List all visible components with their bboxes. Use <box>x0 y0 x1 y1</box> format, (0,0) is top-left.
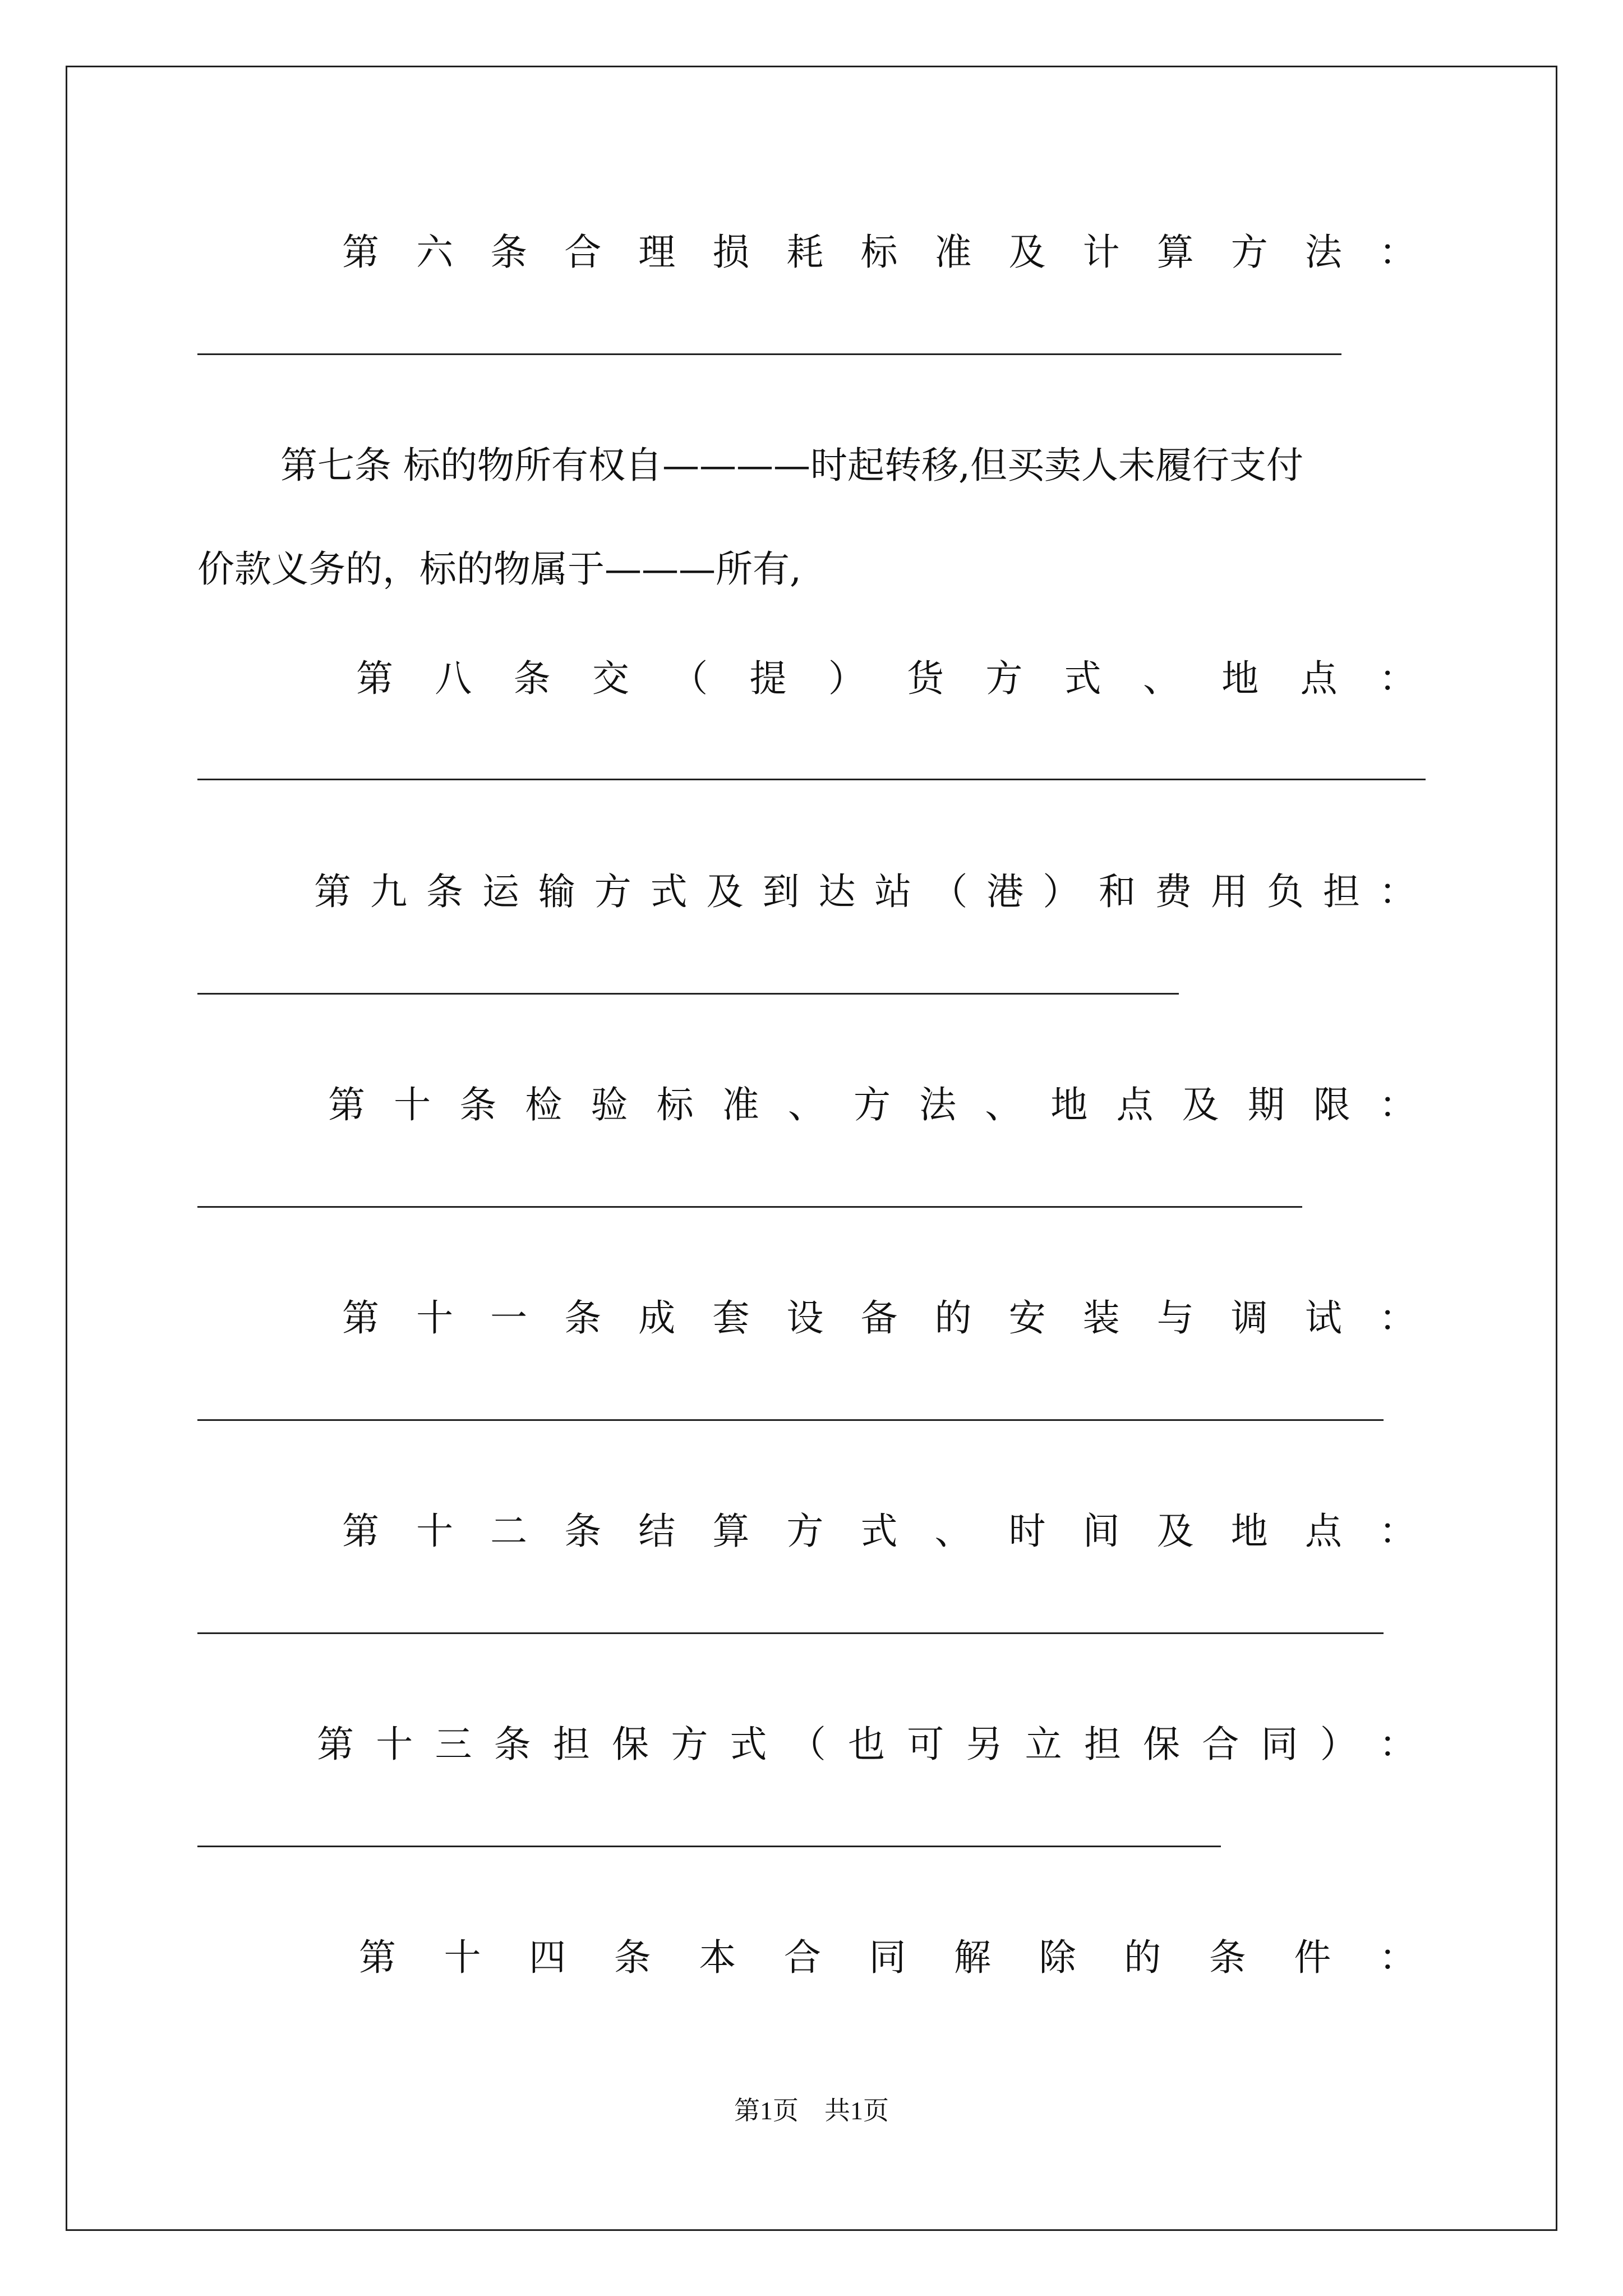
heading-glyph: 十 <box>444 1936 481 1979</box>
heading-glyph: ） <box>1043 870 1080 913</box>
heading-glyph: 合 <box>1202 1723 1239 1766</box>
heading-glyph: 式 <box>1064 657 1101 700</box>
heading-glyph: 方 <box>786 1510 824 1553</box>
heading-glyph: 、 <box>1142 657 1180 700</box>
heading-glyph: 到 <box>762 870 800 913</box>
heading-glyph: 计 <box>1082 231 1120 274</box>
heading-glyph: 方 <box>671 1723 708 1766</box>
heading-glyph: 、 <box>934 1510 972 1553</box>
heading-glyph: 条 <box>564 1510 602 1553</box>
heading-glyph: 达 <box>818 870 856 913</box>
heading-glyph: 标 <box>860 231 898 274</box>
heading-glyph: 、 <box>787 1083 825 1126</box>
heading-glyph: 条 <box>1209 1936 1246 1979</box>
heading-glyph: 运 <box>482 870 519 913</box>
heading-glyph: 算 <box>712 1510 750 1553</box>
heading-glyph: 条 <box>494 1723 531 1766</box>
heading-glyph: 条 <box>564 1296 602 1340</box>
heading-glyph: 的 <box>934 1296 972 1340</box>
heading-glyph: 负 <box>1266 870 1304 913</box>
article-9-heading <box>314 869 1416 914</box>
heading-glyph: 安 <box>1008 1296 1046 1340</box>
heading-glyph: 八 <box>435 657 472 700</box>
heading-glyph: 式 <box>650 870 688 913</box>
heading-glyph: 、 <box>985 1083 1022 1126</box>
heading-glyph: 解 <box>954 1936 992 1979</box>
heading-glyph: （ <box>789 1723 826 1766</box>
heading-glyph: 准 <box>934 231 972 274</box>
article-10-blank-line <box>197 1206 1302 1208</box>
heading-glyph: 担 <box>1322 870 1360 913</box>
heading-glyph: ） <box>1320 1723 1357 1766</box>
article-11-blank-line <box>197 1419 1384 1421</box>
heading-glyph: ： <box>1378 1723 1416 1766</box>
heading-glyph: 除 <box>1039 1936 1076 1979</box>
heading-glyph: 式 <box>860 1510 898 1553</box>
heading-glyph: 件 <box>1294 1936 1331 1979</box>
article-11-heading <box>342 1296 1416 1341</box>
heading-glyph: 的 <box>1124 1936 1161 1979</box>
heading-glyph: ： <box>1378 1510 1416 1553</box>
article-6-blank-line <box>197 353 1341 355</box>
heading-glyph: 方 <box>1230 231 1268 274</box>
heading-glyph: 第 <box>314 870 351 913</box>
heading-glyph: ： <box>1378 870 1416 913</box>
heading-glyph: 同 <box>1261 1723 1298 1766</box>
heading-glyph: 式 <box>730 1723 767 1766</box>
heading-glyph: 费 <box>1155 870 1192 913</box>
heading-glyph: 十 <box>376 1723 413 1766</box>
heading-glyph: 二 <box>490 1510 528 1553</box>
heading-glyph: 法 <box>919 1083 957 1126</box>
heading-glyph: 条 <box>513 657 551 700</box>
article-14-heading <box>359 1935 1416 1980</box>
heading-glyph: 与 <box>1156 1296 1194 1340</box>
heading-glyph: 同 <box>869 1936 906 1979</box>
heading-glyph: 港 <box>986 870 1024 913</box>
article-12-blank-line <box>197 1632 1384 1634</box>
heading-glyph: 限 <box>1313 1083 1350 1126</box>
heading-glyph: 一 <box>490 1296 528 1340</box>
heading-glyph: 点 <box>1116 1083 1154 1126</box>
heading-glyph: 交 <box>592 657 629 700</box>
heading-glyph: 九 <box>370 870 407 913</box>
heading-glyph: 及 <box>1156 1510 1194 1553</box>
heading-glyph: 第 <box>328 1083 365 1126</box>
article-8-heading <box>356 656 1416 701</box>
heading-glyph: 损 <box>712 231 750 274</box>
heading-glyph: 备 <box>860 1296 898 1340</box>
article-12-heading <box>342 1509 1416 1554</box>
heading-glyph: 条 <box>490 231 528 274</box>
article-8-blank-line <box>197 779 1426 780</box>
heading-glyph: 间 <box>1082 1510 1120 1553</box>
article-13-blank-line <box>197 1846 1221 1847</box>
heading-glyph: 十 <box>416 1296 454 1340</box>
heading-glyph: 点 <box>1304 1510 1342 1553</box>
heading-glyph: 方 <box>985 657 1023 700</box>
heading-glyph: 也 <box>847 1723 885 1766</box>
heading-glyph: 法 <box>1304 231 1342 274</box>
heading-glyph: 可 <box>907 1723 944 1766</box>
article-7-line-2: 价款义务的，标的物属于———所有, <box>197 547 801 591</box>
heading-glyph: ： <box>1378 1936 1416 1979</box>
heading-glyph: 用 <box>1211 870 1248 913</box>
heading-glyph: 标 <box>656 1083 694 1126</box>
article-7-line-1: 第七条 标的物所有权自————时起转移,但买卖人未履行支付 <box>280 444 1303 487</box>
heading-glyph: ： <box>1379 1083 1416 1126</box>
heading-glyph: 结 <box>638 1510 676 1553</box>
heading-glyph: 方 <box>854 1083 891 1126</box>
heading-glyph: 另 <box>966 1723 1003 1766</box>
heading-glyph: 时 <box>1008 1510 1046 1553</box>
heading-glyph: 地 <box>1230 1510 1268 1553</box>
article-10-heading <box>328 1083 1416 1128</box>
heading-glyph: 合 <box>564 231 602 274</box>
heading-glyph: 算 <box>1156 231 1194 274</box>
heading-glyph: 货 <box>907 657 944 700</box>
heading-glyph: 三 <box>435 1723 472 1766</box>
heading-glyph: 和 <box>1099 870 1136 913</box>
heading-glyph: 条 <box>614 1936 651 1979</box>
heading-glyph: 地 <box>1221 657 1259 700</box>
heading-glyph: ） <box>828 657 865 700</box>
heading-glyph: 十 <box>416 1510 454 1553</box>
heading-glyph: 地 <box>1050 1083 1088 1126</box>
heading-glyph: 立 <box>1025 1723 1062 1766</box>
heading-glyph: 第 <box>359 1936 396 1979</box>
heading-glyph: 第 <box>342 1510 379 1553</box>
heading-glyph: 及 <box>1182 1083 1219 1126</box>
page-footer: 第1页 共1页 <box>734 2096 889 2125</box>
heading-glyph: 耗 <box>786 231 824 274</box>
heading-glyph: 验 <box>591 1083 628 1126</box>
heading-glyph: 点 <box>1300 657 1338 700</box>
heading-glyph: 试 <box>1304 1296 1342 1340</box>
article-9-blank-line <box>197 993 1179 995</box>
heading-glyph: 六 <box>416 231 454 274</box>
heading-glyph: 合 <box>783 1936 821 1979</box>
heading-glyph: 条 <box>426 870 463 913</box>
heading-glyph: 输 <box>538 870 575 913</box>
heading-glyph: ： <box>1378 657 1416 700</box>
heading-glyph: 装 <box>1082 1296 1120 1340</box>
heading-glyph: 第 <box>356 657 393 700</box>
heading-glyph: 调 <box>1230 1296 1268 1340</box>
heading-glyph: 四 <box>529 1936 566 1979</box>
heading-glyph: （ <box>671 657 708 700</box>
heading-glyph: （ <box>930 870 968 913</box>
heading-glyph: 准 <box>722 1083 759 1126</box>
heading-glyph: 套 <box>712 1296 750 1340</box>
heading-glyph: 担 <box>552 1723 590 1766</box>
heading-glyph: 理 <box>638 231 676 274</box>
heading-glyph: 期 <box>1247 1083 1285 1126</box>
heading-glyph: 担 <box>1083 1723 1121 1766</box>
heading-glyph: 十 <box>394 1083 431 1126</box>
heading-glyph: 保 <box>1143 1723 1181 1766</box>
heading-glyph: 条 <box>459 1083 497 1126</box>
heading-glyph: 检 <box>525 1083 562 1126</box>
heading-glyph: 提 <box>749 657 787 700</box>
heading-glyph: 保 <box>612 1723 649 1766</box>
heading-glyph: 设 <box>786 1296 824 1340</box>
heading-glyph: 及 <box>706 870 744 913</box>
article-13-heading <box>317 1722 1416 1767</box>
page-border <box>66 66 1557 2231</box>
article-6-heading <box>342 230 1416 275</box>
heading-glyph: 成 <box>638 1296 676 1340</box>
heading-glyph: 本 <box>699 1936 736 1979</box>
heading-glyph: 第 <box>342 1296 379 1340</box>
heading-glyph: 第 <box>317 1723 354 1766</box>
heading-glyph: 第 <box>342 231 379 274</box>
heading-glyph: 站 <box>874 870 912 913</box>
heading-glyph: ： <box>1378 1296 1416 1340</box>
heading-glyph: 方 <box>594 870 631 913</box>
heading-glyph: 及 <box>1008 231 1046 274</box>
heading-glyph: ： <box>1378 231 1416 274</box>
